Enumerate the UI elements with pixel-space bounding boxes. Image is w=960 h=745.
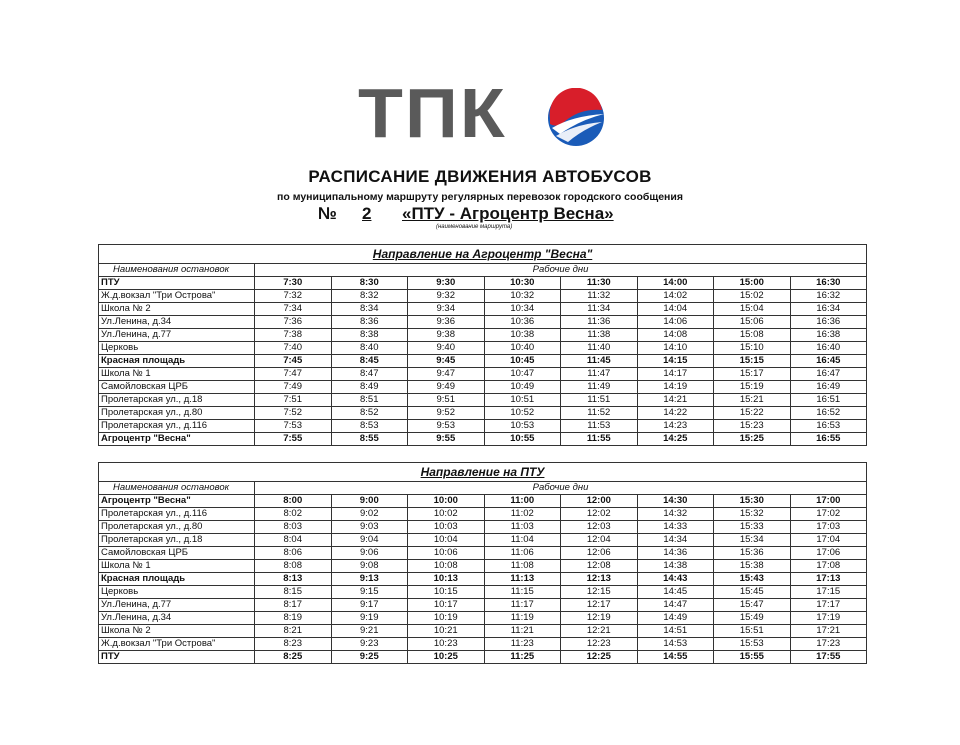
- departure-time: 14:23: [637, 420, 714, 433]
- schedule-subtitle: по муниципальному маршруту регулярных перевозок городского сообщения: [277, 191, 683, 203]
- departure-time: 11:04: [484, 534, 561, 547]
- departure-time: 8:32: [331, 290, 408, 303]
- departure-time: 15:36: [714, 547, 791, 560]
- departure-time: 8:38: [331, 329, 408, 342]
- departure-time: 8:47: [331, 368, 408, 381]
- departure-time: 14:32: [637, 508, 714, 521]
- departure-time: 10:38: [484, 329, 561, 342]
- route-number-label: №: [318, 204, 337, 223]
- departure-time: 9:32: [408, 290, 485, 303]
- departure-time: 14:17: [637, 368, 714, 381]
- departure-time: 7:53: [255, 420, 332, 433]
- departure-time: 14:10: [637, 342, 714, 355]
- departure-time: 14:30: [637, 495, 714, 508]
- departure-time: 17:08: [790, 560, 867, 573]
- departure-time: 15:33: [714, 521, 791, 534]
- departure-time: 14:38: [637, 560, 714, 573]
- departure-time: 10:21: [408, 625, 485, 638]
- departure-time: 15:51: [714, 625, 791, 638]
- departure-time: 15:06: [714, 316, 791, 329]
- departure-time: 17:03: [790, 521, 867, 534]
- departure-time: 17:21: [790, 625, 867, 638]
- stop-name: Школа № 1: [99, 560, 255, 573]
- departure-time: 11:47: [561, 368, 638, 381]
- workdays-column-header: Рабочие дни: [255, 264, 867, 277]
- departure-time: 17:04: [790, 534, 867, 547]
- table-row: [99, 573, 867, 586]
- table-row: [99, 368, 867, 381]
- table-row: [99, 586, 867, 599]
- table-row: [99, 329, 867, 342]
- departure-time: 10:53: [484, 420, 561, 433]
- departure-time: 17:19: [790, 612, 867, 625]
- departure-time: 12:23: [561, 638, 638, 651]
- departure-time: 11:00: [484, 495, 561, 508]
- departure-time: 12:06: [561, 547, 638, 560]
- table-row: [99, 560, 867, 573]
- direction-row: [99, 245, 867, 264]
- stop-name: Ул.Ленина, д.77: [99, 329, 255, 342]
- departure-time: 9:52: [408, 407, 485, 420]
- departure-time: 11:23: [484, 638, 561, 651]
- departure-time: 10:47: [484, 368, 561, 381]
- departure-time: 9:55: [408, 433, 485, 446]
- departure-time: 9:02: [331, 508, 408, 521]
- departure-time: 17:06: [790, 547, 867, 560]
- departure-time: 16:47: [790, 368, 867, 381]
- departure-time: 11:52: [561, 407, 638, 420]
- departure-time: 10:03: [408, 521, 485, 534]
- departure-time: 15:49: [714, 612, 791, 625]
- departure-time: 9:08: [331, 560, 408, 573]
- departure-time: 11:21: [484, 625, 561, 638]
- departure-time: 14:47: [637, 599, 714, 612]
- table-row: [99, 277, 867, 290]
- route-number: 2: [362, 204, 372, 223]
- departure-time: 9:40: [408, 342, 485, 355]
- departure-time: 8:13: [255, 573, 332, 586]
- departure-time: 8:36: [331, 316, 408, 329]
- departure-time: 14:19: [637, 381, 714, 394]
- table-row: [99, 547, 867, 560]
- departure-time: 11:32: [561, 290, 638, 303]
- departure-time: 12:19: [561, 612, 638, 625]
- departure-time: 15:30: [714, 495, 791, 508]
- departure-time: 10:08: [408, 560, 485, 573]
- departure-time: 8:00: [255, 495, 332, 508]
- table-row: [99, 599, 867, 612]
- departure-time: 10:30: [484, 277, 561, 290]
- departure-time: 16:55: [790, 433, 867, 446]
- stop-name: Школа № 2: [99, 303, 255, 316]
- departure-time: 8:25: [255, 651, 332, 664]
- departure-time: 8:06: [255, 547, 332, 560]
- departure-time: 15:55: [714, 651, 791, 664]
- departure-time: 16:30: [790, 277, 867, 290]
- departure-time: 10:51: [484, 394, 561, 407]
- departure-time: 15:17: [714, 368, 791, 381]
- departure-time: 7:36: [255, 316, 332, 329]
- departure-time: 8:52: [331, 407, 408, 420]
- departure-time: 17:00: [790, 495, 867, 508]
- departure-time: 7:52: [255, 407, 332, 420]
- stop-name: Церковь: [99, 586, 255, 599]
- departure-time: 14:43: [637, 573, 714, 586]
- table-row: [99, 420, 867, 433]
- departure-time: 14:06: [637, 316, 714, 329]
- table-row: [99, 342, 867, 355]
- departure-time: 16:36: [790, 316, 867, 329]
- departure-time: 11:36: [561, 316, 638, 329]
- globe-logo-icon: [546, 88, 606, 148]
- departure-time: 9:13: [331, 573, 408, 586]
- departure-time: 9:17: [331, 599, 408, 612]
- departure-time: 14:51: [637, 625, 714, 638]
- departure-time: 14:02: [637, 290, 714, 303]
- departure-time: 16:53: [790, 420, 867, 433]
- table-row: [99, 355, 867, 368]
- departure-time: 9:49: [408, 381, 485, 394]
- departure-time: 17:55: [790, 651, 867, 664]
- departure-time: 11:19: [484, 612, 561, 625]
- departure-time: 14:15: [637, 355, 714, 368]
- departure-time: 12:04: [561, 534, 638, 547]
- departure-time: 9:06: [331, 547, 408, 560]
- departure-time: 9:45: [408, 355, 485, 368]
- departure-time: 14:55: [637, 651, 714, 664]
- departure-time: 15:04: [714, 303, 791, 316]
- departure-time: 11:40: [561, 342, 638, 355]
- departure-time: 10:49: [484, 381, 561, 394]
- departure-time: 16:40: [790, 342, 867, 355]
- departure-time: 9:36: [408, 316, 485, 329]
- departure-time: 7:38: [255, 329, 332, 342]
- departure-time: 8:40: [331, 342, 408, 355]
- direction-title: Направление на ПТУ: [99, 463, 867, 482]
- schedule-table-to-agrocenter: [98, 244, 867, 446]
- departure-time: 9:34: [408, 303, 485, 316]
- departure-time: 15:00: [714, 277, 791, 290]
- departure-time: 14:04: [637, 303, 714, 316]
- departure-time: 15:21: [714, 394, 791, 407]
- departure-time: 7:51: [255, 394, 332, 407]
- stop-name: Ул.Ленина, д.34: [99, 316, 255, 329]
- stop-name: Самойловская ЦРБ: [99, 381, 255, 394]
- table-row: [99, 508, 867, 521]
- departure-time: 10:25: [408, 651, 485, 664]
- departure-time: 15:34: [714, 534, 791, 547]
- departure-time: 14:45: [637, 586, 714, 599]
- departure-time: 10:19: [408, 612, 485, 625]
- departure-time: 10:02: [408, 508, 485, 521]
- table-row: [99, 316, 867, 329]
- departure-time: 11:06: [484, 547, 561, 560]
- stop-name: Пролетарская ул., д.80: [99, 521, 255, 534]
- departure-time: 9:04: [331, 534, 408, 547]
- stop-name: Школа № 1: [99, 368, 255, 381]
- departure-time: 8:08: [255, 560, 332, 573]
- departure-time: 17:15: [790, 586, 867, 599]
- departure-time: 9:19: [331, 612, 408, 625]
- departure-time: 9:00: [331, 495, 408, 508]
- departure-time: 15:47: [714, 599, 791, 612]
- departure-time: 15:32: [714, 508, 791, 521]
- departure-time: 11:02: [484, 508, 561, 521]
- departure-time: 8:02: [255, 508, 332, 521]
- departure-time: 14:36: [637, 547, 714, 560]
- departure-time: 10:17: [408, 599, 485, 612]
- departure-time: 9:38: [408, 329, 485, 342]
- departure-time: 15:43: [714, 573, 791, 586]
- departure-time: 14:25: [637, 433, 714, 446]
- departure-time: 15:45: [714, 586, 791, 599]
- departure-time: 7:49: [255, 381, 332, 394]
- stop-name: Ул.Ленина, д.77: [99, 599, 255, 612]
- departure-time: 15:19: [714, 381, 791, 394]
- departure-time: 11:03: [484, 521, 561, 534]
- departure-time: 15:53: [714, 638, 791, 651]
- departure-time: 14:33: [637, 521, 714, 534]
- table-row: [99, 651, 867, 664]
- departure-time: 8:51: [331, 394, 408, 407]
- stop-name: Агроцентр "Весна": [99, 495, 255, 508]
- departure-time: 12:21: [561, 625, 638, 638]
- table-row: [99, 433, 867, 446]
- departure-time: 7:55: [255, 433, 332, 446]
- departure-time: 16:49: [790, 381, 867, 394]
- departure-time: 11:45: [561, 355, 638, 368]
- departure-time: 11:53: [561, 420, 638, 433]
- departure-time: 10:52: [484, 407, 561, 420]
- departure-time: 11:30: [561, 277, 638, 290]
- departure-time: 10:32: [484, 290, 561, 303]
- departure-time: 15:25: [714, 433, 791, 446]
- departure-time: 17:23: [790, 638, 867, 651]
- departure-time: 14:22: [637, 407, 714, 420]
- table-row: [99, 495, 867, 508]
- departure-time: 10:04: [408, 534, 485, 547]
- table-row: [99, 381, 867, 394]
- departure-time: 16:32: [790, 290, 867, 303]
- departure-time: 16:52: [790, 407, 867, 420]
- stop-name: Ж.д.вокзал "Три Острова": [99, 290, 255, 303]
- departure-time: 10:36: [484, 316, 561, 329]
- departure-time: 16:34: [790, 303, 867, 316]
- departure-time: 8:15: [255, 586, 332, 599]
- departure-time: 7:32: [255, 290, 332, 303]
- departure-time: 12:17: [561, 599, 638, 612]
- departure-time: 9:51: [408, 394, 485, 407]
- departure-time: 8:03: [255, 521, 332, 534]
- departure-time: 17:02: [790, 508, 867, 521]
- logo-wordmark: ТПК: [358, 74, 507, 152]
- departure-time: 14:49: [637, 612, 714, 625]
- departure-time: 16:38: [790, 329, 867, 342]
- stop-name: Пролетарская ул., д.80: [99, 407, 255, 420]
- departure-time: 16:45: [790, 355, 867, 368]
- table-row: [99, 394, 867, 407]
- stop-name: Пролетарская ул., д.18: [99, 394, 255, 407]
- departure-time: 15:08: [714, 329, 791, 342]
- stop-name: Ж.д.вокзал "Три Острова": [99, 638, 255, 651]
- departure-time: 8:34: [331, 303, 408, 316]
- departure-time: 10:23: [408, 638, 485, 651]
- departure-time: 8:21: [255, 625, 332, 638]
- departure-time: 9:30: [408, 277, 485, 290]
- departure-time: 7:47: [255, 368, 332, 381]
- stop-name: Ул.Ленина, д.34: [99, 612, 255, 625]
- departure-time: 12:02: [561, 508, 638, 521]
- direction-title: Направление на Агроцентр "Весна": [99, 245, 867, 264]
- departure-time: 15:38: [714, 560, 791, 573]
- departure-time: 9:21: [331, 625, 408, 638]
- table-row: [99, 407, 867, 420]
- departure-time: 11:17: [484, 599, 561, 612]
- departure-time: 10:06: [408, 547, 485, 560]
- table-row: [99, 534, 867, 547]
- table-row: [99, 638, 867, 651]
- departure-time: 8:55: [331, 433, 408, 446]
- departure-time: 16:51: [790, 394, 867, 407]
- departure-time: 10:55: [484, 433, 561, 446]
- departure-time: 7:45: [255, 355, 332, 368]
- departure-time: 11:34: [561, 303, 638, 316]
- departure-time: 9:25: [331, 651, 408, 664]
- departure-time: 8:53: [331, 420, 408, 433]
- departure-time: 15:02: [714, 290, 791, 303]
- departure-time: 10:15: [408, 586, 485, 599]
- departure-time: 11:13: [484, 573, 561, 586]
- tpk-logo: [358, 74, 608, 152]
- departure-time: 15:10: [714, 342, 791, 355]
- departure-time: 15:22: [714, 407, 791, 420]
- departure-time: 10:34: [484, 303, 561, 316]
- departure-time: 14:34: [637, 534, 714, 547]
- stop-name: Пролетарская ул., д.18: [99, 534, 255, 547]
- departure-time: 10:13: [408, 573, 485, 586]
- departure-time: 11:15: [484, 586, 561, 599]
- stop-name: Агроцентр "Весна": [99, 433, 255, 446]
- table-row: [99, 303, 867, 316]
- departure-time: 14:08: [637, 329, 714, 342]
- route-name: «ПТУ - Агроцентр Весна»: [402, 204, 614, 223]
- departure-time: 8:19: [255, 612, 332, 625]
- departure-time: 9:03: [331, 521, 408, 534]
- stop-name: Самойловская ЦРБ: [99, 547, 255, 560]
- departure-time: 10:00: [408, 495, 485, 508]
- departure-time: 8:45: [331, 355, 408, 368]
- stop-name: Школа № 2: [99, 625, 255, 638]
- departure-time: 7:34: [255, 303, 332, 316]
- table-row: [99, 625, 867, 638]
- departure-time: 10:45: [484, 355, 561, 368]
- departure-time: 11:38: [561, 329, 638, 342]
- departure-time: 9:23: [331, 638, 408, 651]
- schedule-title: РАСПИСАНИЕ ДВИЖЕНИЯ АВТОБУСОВ: [308, 167, 652, 186]
- departure-time: 12:00: [561, 495, 638, 508]
- departure-time: 15:15: [714, 355, 791, 368]
- departure-time: 17:13: [790, 573, 867, 586]
- departure-time: 8:23: [255, 638, 332, 651]
- departure-time: 11:55: [561, 433, 638, 446]
- departure-time: 9:47: [408, 368, 485, 381]
- departure-time: 14:53: [637, 638, 714, 651]
- departure-time: 9:53: [408, 420, 485, 433]
- departure-time: 11:08: [484, 560, 561, 573]
- departure-time: 14:21: [637, 394, 714, 407]
- departure-time: 12:25: [561, 651, 638, 664]
- departure-time: 9:15: [331, 586, 408, 599]
- table-row: [99, 612, 867, 625]
- departure-time: 8:04: [255, 534, 332, 547]
- departure-time: 14:00: [637, 277, 714, 290]
- departure-time: 11:25: [484, 651, 561, 664]
- departure-time: 8:30: [331, 277, 408, 290]
- route-caption: (наименование маршрута): [436, 224, 513, 230]
- departure-time: 12:03: [561, 521, 638, 534]
- stop-name: ПТУ: [99, 277, 255, 290]
- stop-name: Пролетарская ул., д.116: [99, 420, 255, 433]
- direction-row: [99, 463, 867, 482]
- table-row: [99, 290, 867, 303]
- stop-name: Красная площадь: [99, 573, 255, 586]
- stops-column-header: Наименования остановок: [99, 264, 255, 277]
- header-row: [99, 264, 867, 277]
- departure-time: 12:13: [561, 573, 638, 586]
- departure-time: 10:40: [484, 342, 561, 355]
- departure-time: 12:08: [561, 560, 638, 573]
- departure-time: 15:23: [714, 420, 791, 433]
- departure-time: 7:30: [255, 277, 332, 290]
- stops-column-header: Наименования остановок: [99, 482, 255, 495]
- header-row: [99, 482, 867, 495]
- stop-name: Пролетарская ул., д.116: [99, 508, 255, 521]
- departure-time: 11:51: [561, 394, 638, 407]
- schedule-table-to-ptu: [98, 462, 867, 664]
- departure-time: 12:15: [561, 586, 638, 599]
- stop-name: Красная площадь: [99, 355, 255, 368]
- table-row: [99, 521, 867, 534]
- departure-time: 8:17: [255, 599, 332, 612]
- departure-time: 17:17: [790, 599, 867, 612]
- departure-time: 11:49: [561, 381, 638, 394]
- stop-name: Церковь: [99, 342, 255, 355]
- workdays-column-header: Рабочие дни: [255, 482, 867, 495]
- stop-name: ПТУ: [99, 651, 255, 664]
- departure-time: 8:49: [331, 381, 408, 394]
- departure-time: 7:40: [255, 342, 332, 355]
